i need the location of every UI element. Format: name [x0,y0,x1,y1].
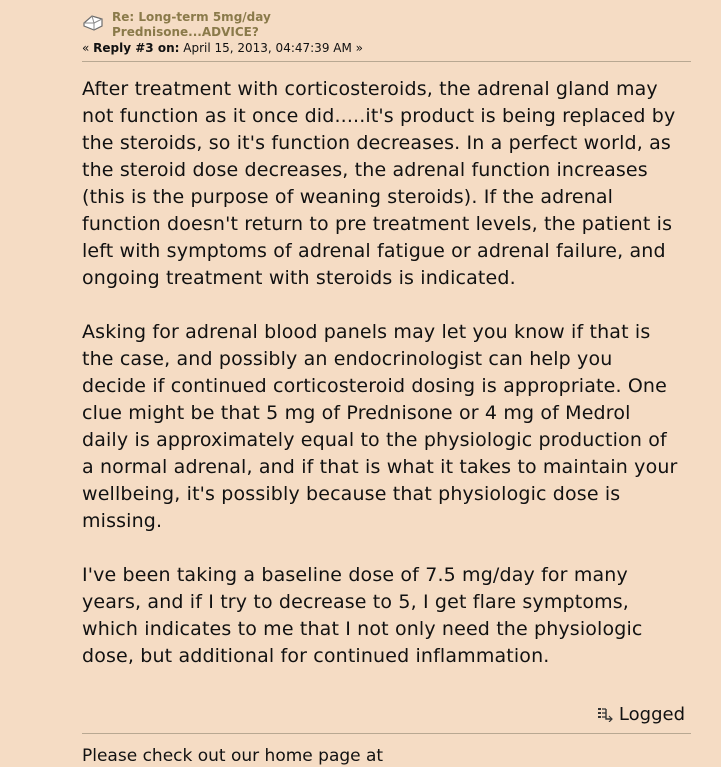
post-title-line2: Prednisone...ADVICE? [112,25,259,39]
signature-divider [82,733,691,734]
logged-status[interactable] [597,702,685,726]
post-body [82,76,682,670]
post-paragraph-3: I've been taking a baseline dose of 7.5 mg/day for many years, and if I try to decrease to 5, I get flare symptoms, which indicates to me that I not only need the physiologic dose, but additional for continued inflammation. [82,564,643,667]
reply-prefix: « [82,41,90,55]
logged-ip-icon [597,706,613,722]
reply-info [82,41,363,56]
post-title-link[interactable] [112,10,352,40]
signature-text: Please check out our home page at [82,746,384,766]
logged-label: Logged [618,703,685,725]
reply-timestamp: April 15, 2013, 04:47:39 AM [183,41,352,55]
reply-suffix: » [355,41,364,55]
post-paragraph-1: After treatment with corticosteroids, the adrenal gland may not function as it once did.....it's product is being replaced by the steroids, so it's function decreases. In a perfect world, as the steroid dose decreases, the adrenal function increases (this is the purpose of weaning steroids). If the adrenal function doesn't return to pre treatment levels, the patient is left with symptoms of adrenal fatigue or adrenal failure, and ongoing treatment with steroids is indicated. [82,78,676,289]
post-header [82,8,692,60]
reply-label: Reply #3 on: [93,41,180,55]
post-title-line1: Re: Long-term 5mg/day [112,10,271,24]
header-divider [82,61,691,62]
post-paragraph-2: Asking for adrenal blood panels may let you know if that is the case, and possibly an endocrinologist can help you decide if continued corticosteroid dosing is appropriate. One clue might be that 5 mg of Prednisone or 4 mg of Medrol daily is approximately equal to the physiologic production of a normal adrenal, and if that is what it takes to maintain your wellbeing, it's possibly because that physiologic dose is missing. [82,321,678,532]
post-topic-icon [82,14,104,32]
